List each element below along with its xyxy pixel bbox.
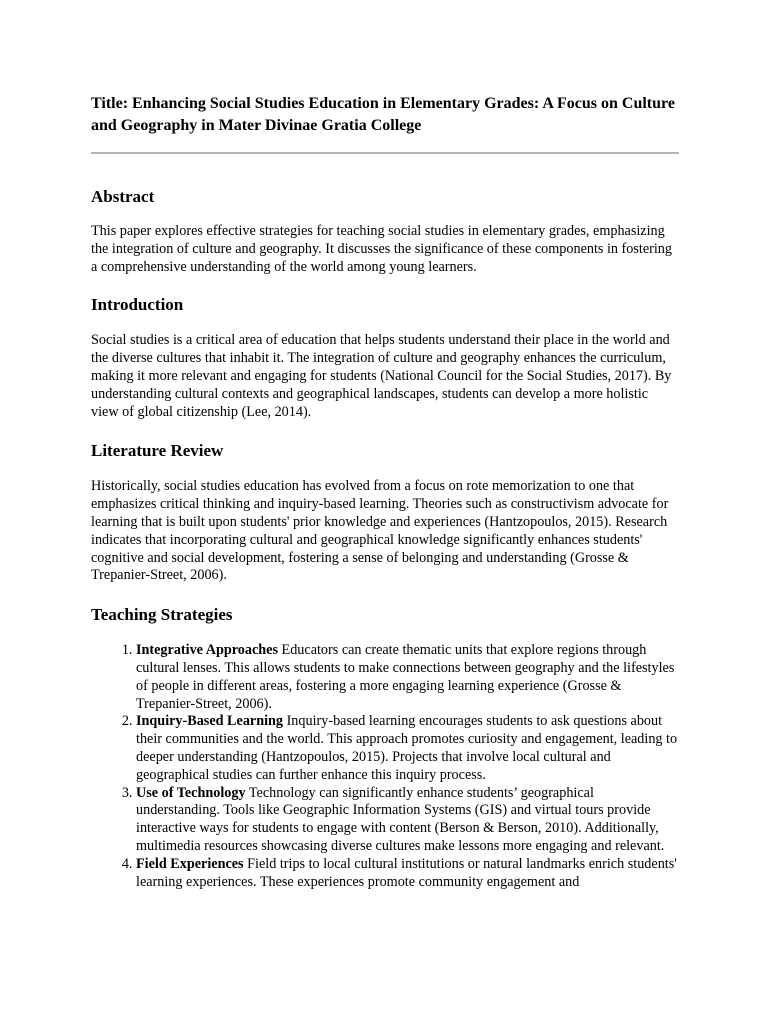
document-page: [91, 93, 679, 891]
list-item: [136, 785, 679, 856]
teaching-strategies-heading: Teaching Strategies: [91, 605, 233, 625]
list-item-text: Inquiry-based learning encourages students to ask questions about their communities and the world. This approach promotes curiosity and engagement, leading to deeper understanding (Hantzopoulos, 2015). Projects that involve local cultural and geographical studies can further enhance this inquiry process.: [136, 713, 678, 783]
list-item-text: Technology can significantly enhance students’ geographical understanding. Tools like Geographic Information Systems (GIS) and virtual tours provide interactive ways for students to engage with content (Berson & Berson, 2010). Additionally, multimedia resources showcasing diverse cultures make lessons more engaging and relevant.: [136, 784, 665, 854]
abstract-heading: Abstract: [91, 187, 155, 206]
title-divider: [91, 152, 679, 154]
literature-review-heading: Literature Review: [91, 441, 224, 461]
teaching-strategies-list: [91, 642, 679, 891]
literature-review-paragraph: Historically, social studies education has evolved from a focus on rote memorization to one that emphasizes critical thinking and inquiry-based learning. Theories such as constructivism advocate for learning that is built upon students' prior knowledge and experiences (Hantzopoulos, 2015). Research indicates that incorporating cultural and geographical knowledge significantly enhances students' cognitive and social development, fostering a sense of belonging and understanding (Grosse & Trepanier-Street, 2006).: [91, 478, 669, 584]
list-item: [136, 713, 679, 784]
document-title: Title: Enhancing Social Studies Education in Elementary Grades: A Focus on Culture and Geography in Mater Divinae Gratia College: [91, 95, 675, 134]
list-item-title: Integrative Approaches: [136, 642, 278, 659]
list-item-text: Field trips to local cultural institutions or natural landmarks enrich students' learning experiences. These experiences promote community engagement and: [136, 855, 677, 890]
abstract-paragraph: This paper explores effective strategies for teaching social studies in elementary grades, emphasizing the integration of culture and geography. It discusses the significance of these components in fostering a comprehensive understanding of the world among young learners.: [91, 223, 672, 275]
introduction-heading: Introduction: [91, 295, 184, 315]
list-item-title: Field Experiences: [136, 855, 244, 872]
introduction-paragraph: Social studies is a critical area of education that helps students understand their place in the world and the diverse cultures that inhabit it. The integration of culture and geography enhances the curriculum, making it more relevant and engaging for students (National Council for the Social Studies, 2017). By understanding cultural contexts and geographical landscapes, students can develop a more holistic view of global citizenship (Lee, 2014).: [91, 332, 672, 420]
list-item-title: Use of Technology: [136, 784, 246, 801]
list-item-title: Inquiry-Based Learning: [136, 713, 284, 730]
list-item: [136, 642, 679, 713]
list-item: [136, 856, 679, 892]
list-item-text: Educators can create thematic units that explore regions through cultural lenses. This allows students to make connections between geography and the lifestyles of people in different areas, fostering a more engaging learning experience (Grosse & Trepanier-Street, 2006).: [136, 642, 675, 712]
